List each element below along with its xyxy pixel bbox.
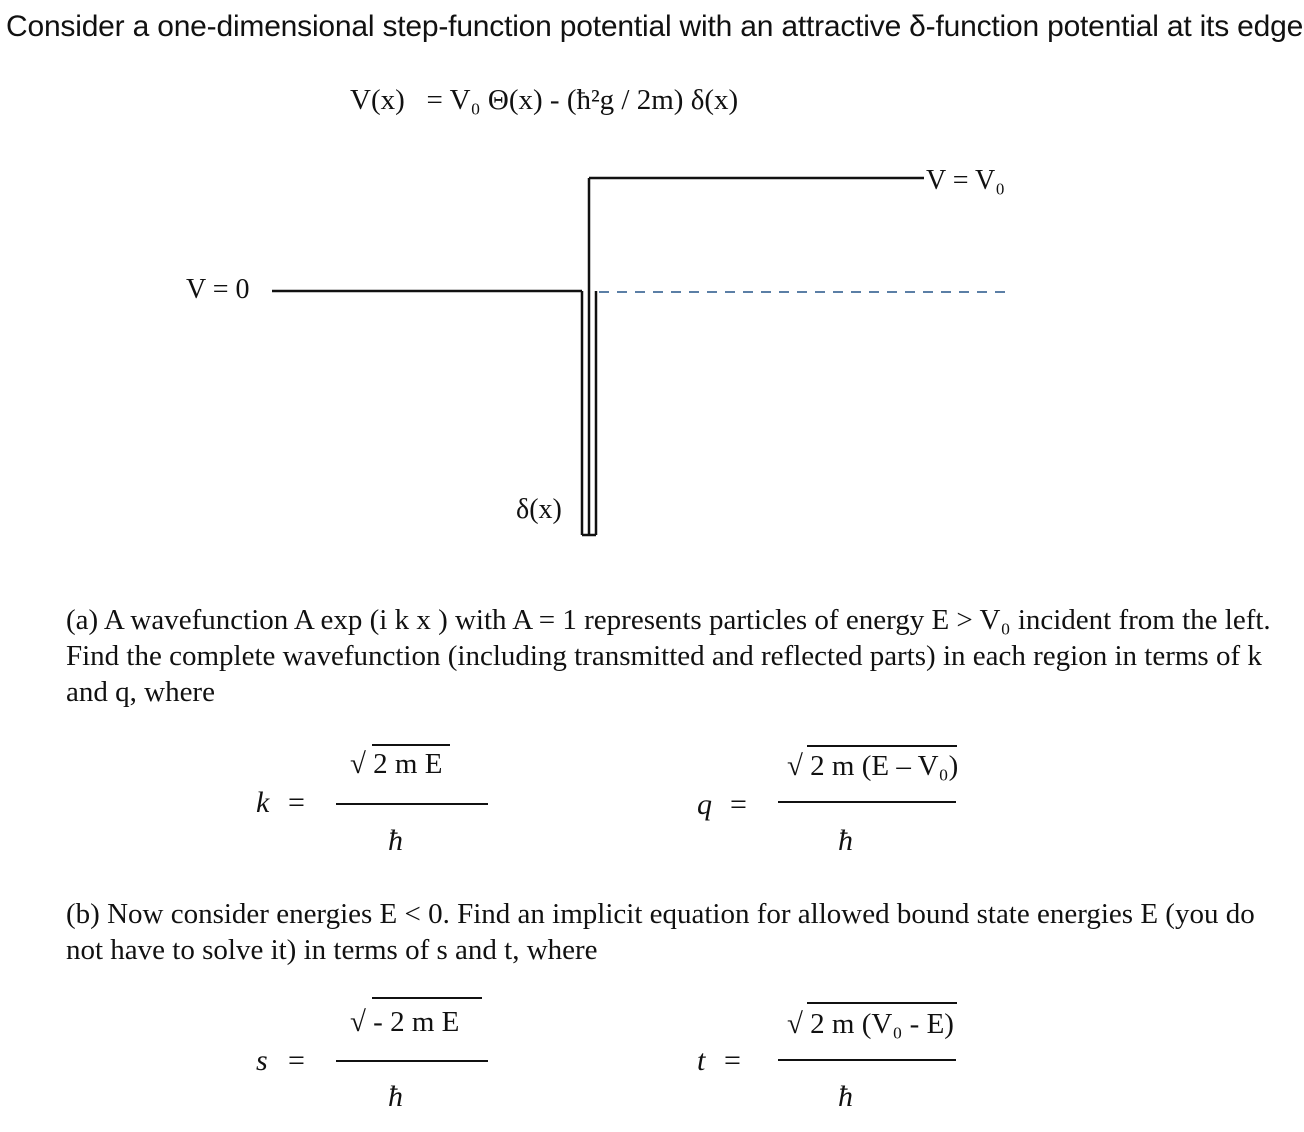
t-fraction-bar — [778, 1059, 956, 1061]
q-symbol: q — [697, 788, 712, 821]
q-root-bar — [807, 745, 957, 747]
t-equals: = — [724, 1044, 741, 1077]
t-denominator: ħ — [838, 1080, 853, 1113]
k-root-bar — [372, 744, 450, 746]
potential-equation-lhs: V(x) — [350, 84, 405, 116]
s-symbol: s — [256, 1044, 268, 1077]
part-a-text: (a) A wavefunction A exp (i k x ) with A = 1 represents particles of energy E > V₀ incident from the left. Find the complete wavefunction (including transmitted and reflected parts) in each region in terms of k and q, where — [66, 604, 1271, 708]
k-symbol: k — [256, 786, 270, 819]
q-fraction-bar — [778, 801, 956, 803]
part-b-text: (b) Now consider energies E < 0. Find an implicit equation for allowed bound state energies E (you do not have to solve it) in terms of s and t, where — [66, 898, 1255, 966]
label-v-v0: V = V₀ — [926, 165, 1005, 196]
t-symbol: t — [697, 1044, 706, 1077]
s-numerator: √ - 2 m E — [350, 1006, 460, 1038]
t-numerator: √ 2 m (V₀ - E) — [787, 1008, 954, 1040]
potential-diagram — [0, 150, 1304, 550]
s-root-bar — [372, 997, 482, 999]
s-denominator: ħ — [388, 1080, 403, 1113]
k-equals: = — [288, 786, 305, 819]
s-equals: = — [288, 1044, 305, 1077]
q-denominator: ħ — [838, 824, 853, 857]
t-root-bar — [807, 1002, 957, 1004]
potential-equation-rhs: = V₀ Θ(x) - (ħ²g / 2m) δ(x) — [426, 84, 739, 116]
q-equals: = — [730, 788, 747, 821]
k-numerator: √ 2 m E — [350, 748, 443, 780]
potential-equation — [350, 84, 738, 117]
s-fraction-bar — [336, 1060, 488, 1062]
label-v-zero: V = 0 — [186, 274, 250, 305]
k-fraction-bar — [336, 803, 488, 805]
k-denominator: ħ — [388, 824, 403, 857]
q-numerator: √ 2 m (E – V₀) — [787, 750, 959, 782]
intro-text: Consider a one-dimensional step-function potential with an attractive δ-function potential at its edge — [6, 10, 1304, 43]
label-delta: δ(x) — [516, 494, 562, 525]
